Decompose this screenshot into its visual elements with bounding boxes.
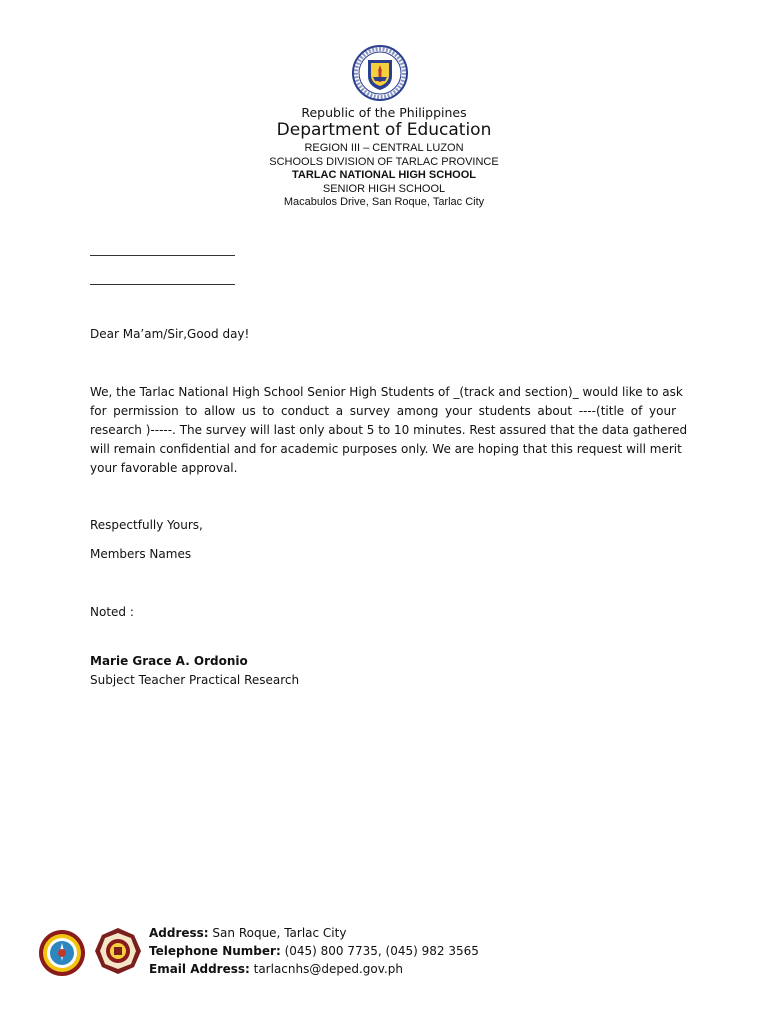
footer-email: [149, 961, 403, 978]
noted-label: Noted :: [90, 605, 134, 619]
footer-email-label: Email Address:: [149, 962, 250, 976]
signatory-name: Marie Grace A. Ordonio: [90, 654, 248, 668]
department-heading: Department of Education: [276, 120, 492, 140]
division-heading: SCHOOLS DIVISION OF TARLAC PROVINCE: [269, 156, 499, 168]
footer-telephone-value: (045) 800 7735, (045) 982 3565: [280, 944, 479, 958]
body-line: your favorable approval.: [90, 461, 238, 475]
footer-address-value: San Roque, Tarlac City: [208, 926, 347, 940]
recipient-name-blank: [90, 255, 235, 256]
salutation: Dear Ma’am/Sir,Good day!: [90, 327, 250, 341]
footer-telephone: [149, 943, 479, 960]
signatory-title: Subject Teacher Practical Research: [90, 673, 300, 687]
republic-heading: Republic of the Philippines: [301, 105, 467, 120]
school-heading: TARLAC NATIONAL HIGH SCHOOL: [292, 169, 476, 181]
school-address: Macabulos Drive, San Roque, Tarlac City: [283, 196, 485, 208]
footer-address: [149, 925, 346, 942]
shs-heading: SENIOR HIGH SCHOOL: [322, 183, 446, 195]
body-line: research )-----. The survey will last only about 5 to 10 minutes. Rest assured that the data gathered: [90, 423, 688, 437]
footer-telephone-label: Telephone Number:: [149, 944, 281, 958]
body-line: for permission to allow us to conduct a survey among your students about ----(title of your: [90, 404, 676, 418]
tarlac-nhs-seal-icon: [94, 927, 142, 975]
deped-seal-icon: [351, 44, 409, 102]
schools-division-tarlac-seal-icon: [38, 929, 86, 977]
closing: Respectfully Yours,: [90, 518, 203, 532]
body-line: will remain confidential and for academic purposes only. We are hoping that this request will merit: [90, 442, 682, 456]
region-heading: REGION III – CENTRAL LUZON: [304, 142, 464, 154]
letter-body: [90, 383, 688, 478]
recipient-position-blank: [90, 284, 235, 285]
body-line: We, the Tarlac National High School Senior High Students of _(track and section)_ would like to ask: [90, 385, 683, 399]
members-names: Members Names: [90, 547, 192, 561]
footer-email-value: tarlacnhs@deped.gov.ph: [249, 962, 403, 976]
footer-address-label: Address:: [149, 926, 209, 940]
